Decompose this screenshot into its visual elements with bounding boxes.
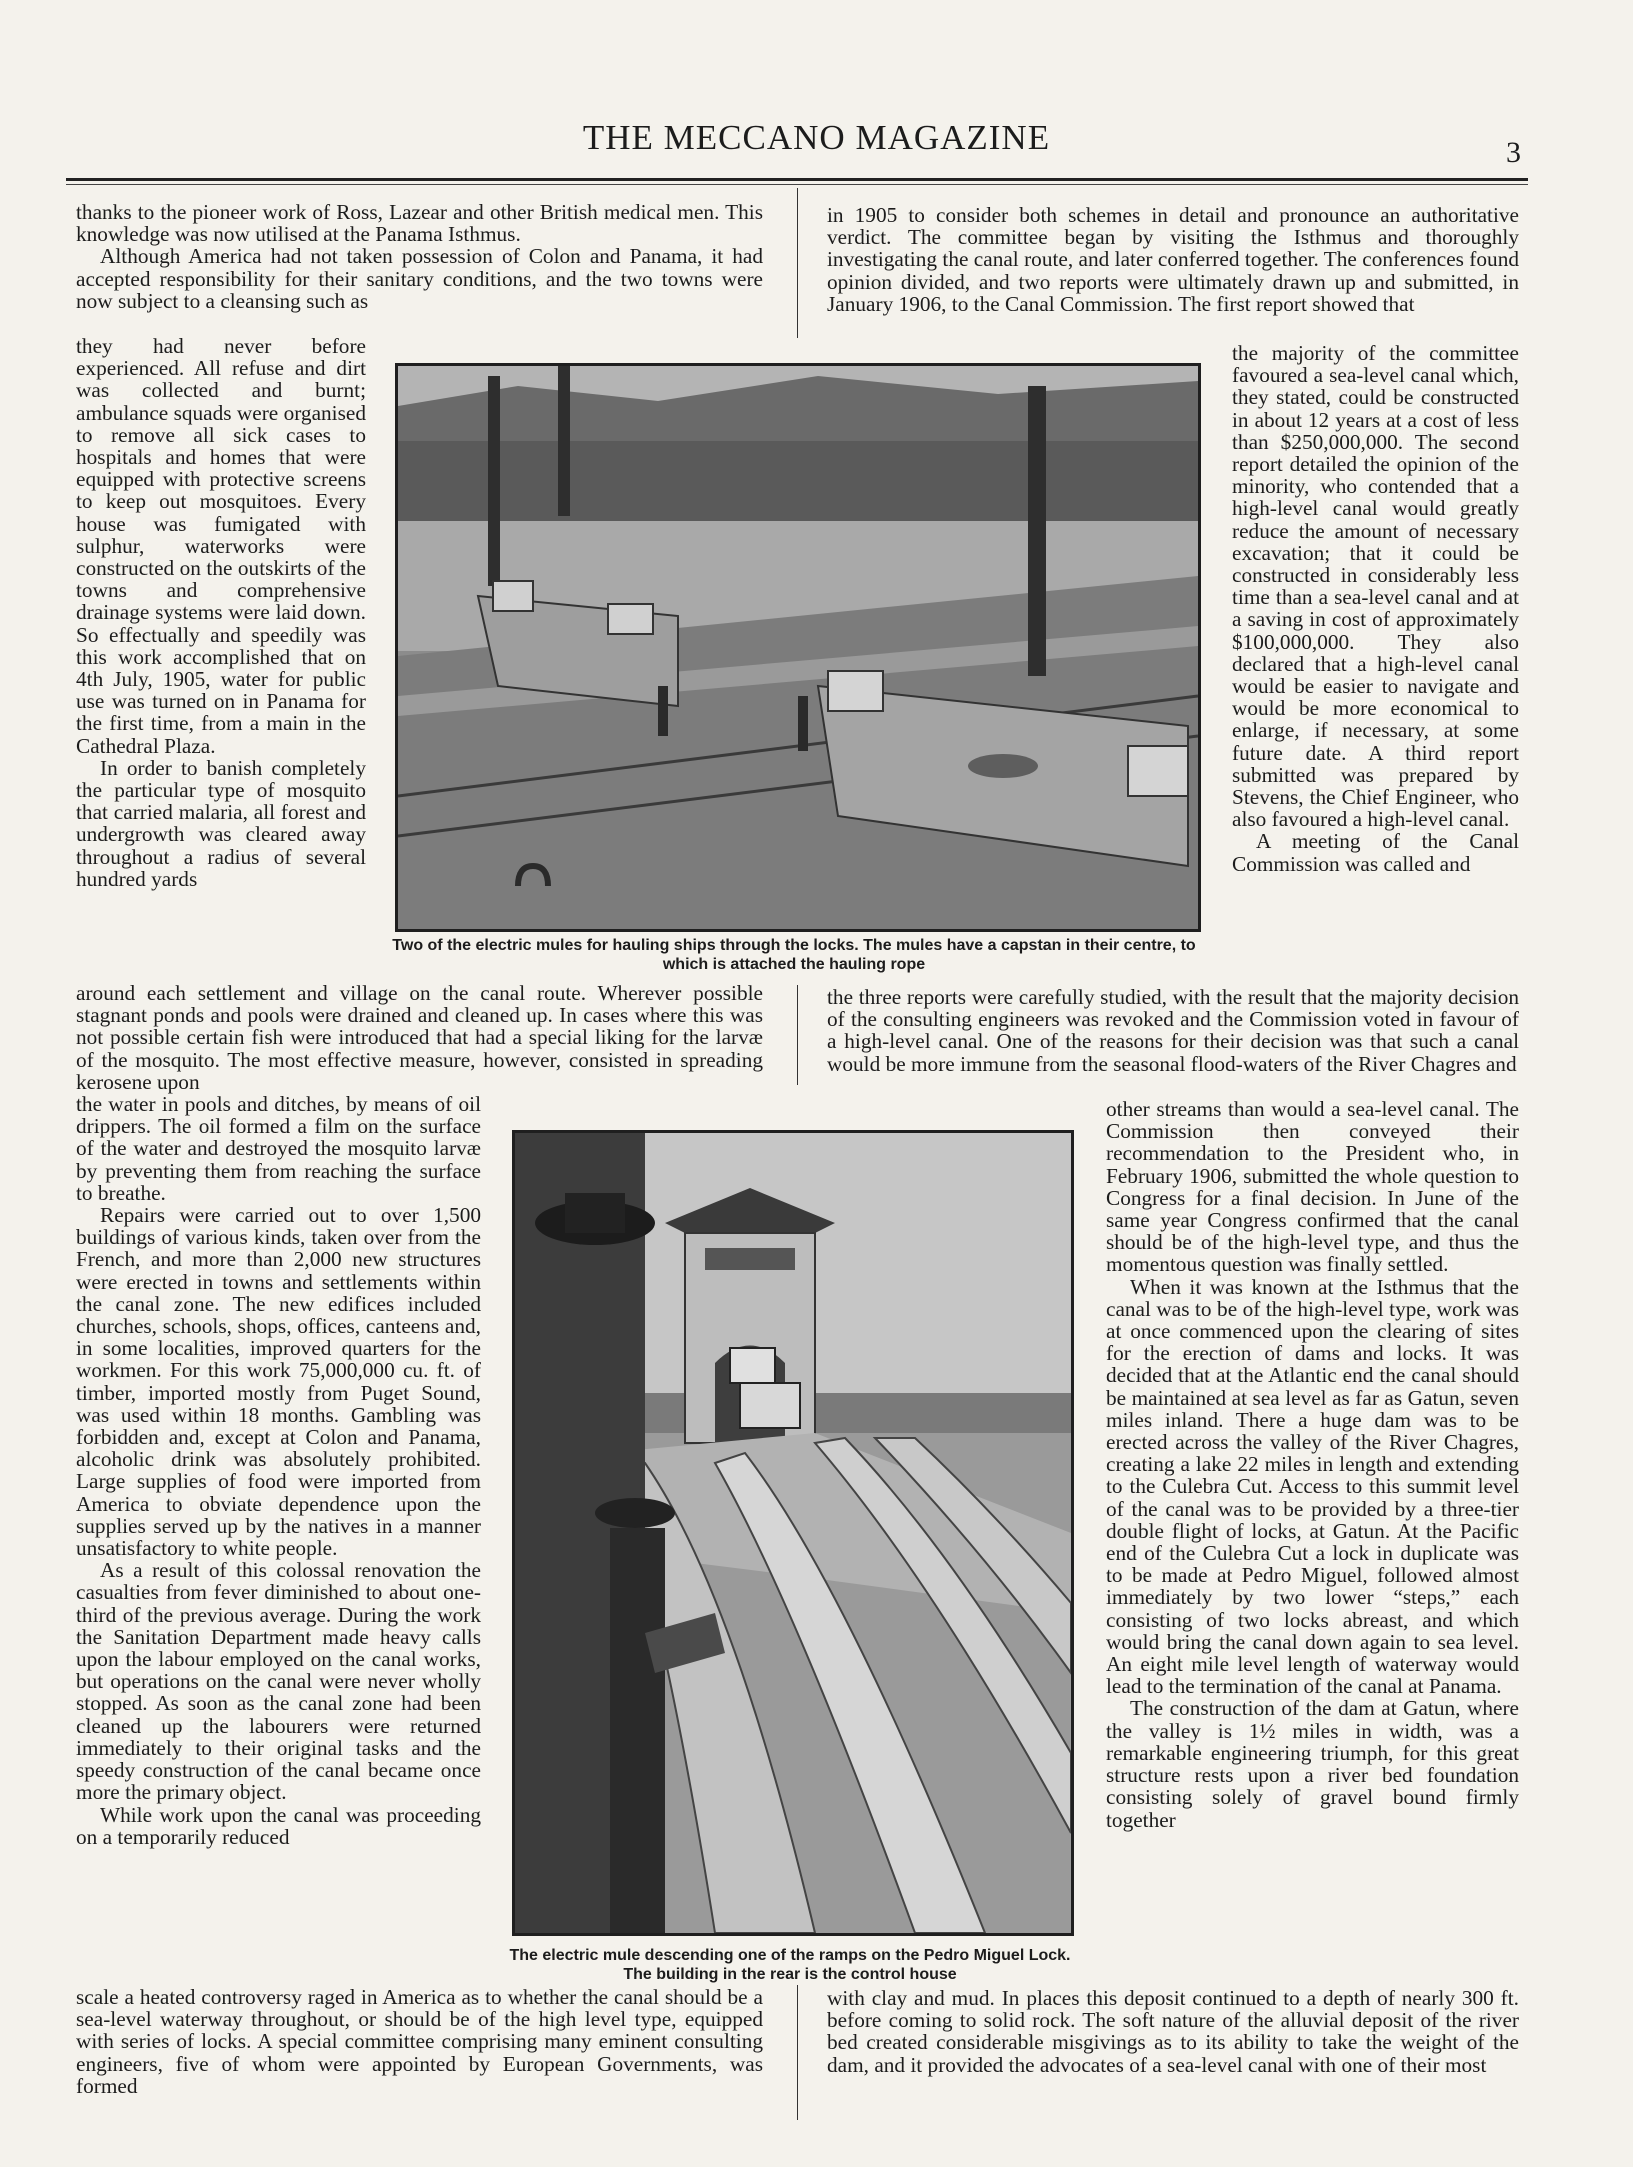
text-block-left-full (76, 982, 763, 1093)
paragraph: they had never before experienced. All refuse and dirt was collected and burnt; ambulance squads were organised to remove all sick cases to hospitals and homes that were equipped with protective screens to keep out mosquitoes. Every house was fumigated with sulphur, waterworks were constructed on the outskirts of the towns and comprehensive drainage systems were laid down. So effectually and speedily was this work accomplished that on 4th July, 1905, water for public use was turned on in Panama for the first time, from a main in the Cathedral Plaza. (76, 334, 366, 758)
paragraph: Repairs were carried out to over 1,500 buildings of various kinds, taken over from the French, and more than 2,000 new structures were erected in towns and settlements within the canal zone. The new edifices included churches, schools, shops, offices, canteens and, in some localities, improved quarters for the workmen. For this work 75,000,000 cu. ft. of timber, imported mostly from Puget Sound, was used within 18 months. Gambling was forbidden and, except at Colon and Panama, alcoholic drink was absolutely prohibited. Large supplies of food were imported from America to obviate dependence upon the supplies served up by the natives in a manner unsatisfactory to white people. (76, 1203, 481, 1561)
paragraph: the three reports were carefully studied, with the result that the majority decision of the consulting engineers was revoked and the Commission voted in favour of a high-level canal. One of the reasons for their decision was that such a canal would be more immune from the seasonal flood-waters of the River Chagres and (827, 985, 1519, 1076)
page-number: 3 (1506, 136, 1521, 169)
text-block-right-beside-photo (1106, 1098, 1519, 1831)
paragraph: A meeting of the Canal Commission was called and (1232, 829, 1519, 876)
paragraph: in 1905 to consider both schemes in detail and pronounce an authoritative verdict. The committee began by visiting the Isthmus and thoroughly investigating the canal route, and later conferred together. The conferences found opinion divided, and two reports were ultimately drawn up and submitted, in January 1906, to the Canal Commission. The first report showed that (827, 203, 1519, 316)
page-title: THE MECCANO MAGAZINE (582, 118, 1051, 157)
text-block-left-bottom (76, 1986, 763, 2097)
paragraph: other streams than would a sea-level canal. The Commission then conveyed their recommendation to the President who, in February 1906, submitted the whole question to Congress for a final decision. In June of the same year Congress confirmed that the canal should be of the high-level type, and thus the momentous question was finally settled. (1106, 1097, 1519, 1277)
photo-electric-mules (395, 363, 1201, 932)
header-rule-thin (66, 184, 1528, 185)
caption-pedro-miguel-lock: The electric mule descending one of the ramps on the Pedro Miguel Lock. The building in the rear is the control house (509, 1947, 1071, 1983)
text-block-right-top (827, 204, 1519, 315)
paragraph: thanks to the pioneer work of Ross, Lazear and other British medical men. This knowledge was now utilised at the Panama Isthmus. (76, 200, 763, 247)
column-rule-lower (797, 1985, 798, 2120)
column-rule-middle (797, 985, 798, 1085)
paragraph: scale a heated controversy raged in America as to whether the canal should be a sea-level waterway throughout, or should be of the high level type, equipped with series of locks. A special committee comprising many eminent consulting engineers, five of whom were appointed by European Governments, was formed (76, 1985, 763, 2098)
text-block-left-narrow (76, 335, 366, 890)
paragraph: Although America had not taken possession of Colon and Panama, it had accepted responsibility for their sanitary conditions, and the two towns were now subject to a cleansing such as (76, 244, 763, 313)
paragraph: the water in pools and ditches, by means of oil drippers. The oil formed a film on the surface of the water and destroyed the mosquito larvæ by preventing them from reaching the surface to breathe. (76, 1092, 481, 1205)
text-block-right-bottom (827, 1987, 1519, 2076)
paragraph: The construction of the dam at Gatun, where the valley is 1½ miles in width, was a remarkable engineering triumph, for this great structure rests upon a river bed foundation consisting solely of gravel bound firmly together (1106, 1696, 1519, 1832)
paragraph: around each settlement and village on the canal route. Wherever possible stagnant ponds and pools were drained and cleaned up. In cases where this was not possible certain fish were introduced that had a special liking for the larvæ of the mosquito. The most effective measure, however, consisted in spreading kerosene upon (76, 981, 763, 1094)
photo-pedro-miguel-lock (512, 1130, 1074, 1936)
text-block-right-full (827, 986, 1519, 1075)
paragraph: In order to banish completely the particular type of mosquito that carried malaria, all forest and undergrowth was cleared away throughout a radius of several hundred yards (76, 755, 366, 891)
caption-electric-mules: Two of the electric mules for hauling ships through the locks. The mules have a capstan in their centre, to which is attached the hauling rope (392, 937, 1196, 973)
header-rule (66, 178, 1528, 181)
text-block-left-beside-photo (76, 1093, 481, 1848)
text-block-right-narrow (1232, 342, 1519, 875)
column-rule-upper (797, 188, 798, 338)
text-block-left-top (76, 201, 763, 312)
paragraph: with clay and mud. In places this deposit continued to a depth of nearly 300 ft. before coming to solid rock. The soft nature of the alluvial deposit of the river bed created considerable misgivings as to its ability to take the weight of the dam, and it provided the advocates of a sea-level canal with one of their most (827, 1986, 1519, 2077)
photo-pedro-miguel-lock-image (515, 1133, 1071, 1933)
paragraph: While work upon the canal was proceeding on a temporarily reduced (76, 1802, 481, 1849)
paragraph: When it was known at the Isthmus that the canal was to be of the high-level type, work was at once commenced upon the clearing of sites for the erection of dams and locks. It was decided that at the Atlantic end the canal should be maintained at sea level as far as Gatun, seven miles inland. There a huge dam was to be erected across the valley of the River Chagres, creating a lake 22 miles in length and extending to the Culebra Cut. Access to this summit level of the canal was to be provided by a three-tier double flight of locks, at Gatun. At the Pacific end of the Culebra Cut a lock in duplicate was to be made at Pedro Miguel, followed almost immediately by two lower “steps,” each consisting of two locks abreast, and which would bring the canal down again to sea level. An eight mile level length of waterway would lead to the termination of the canal at Panama. (1106, 1274, 1519, 1699)
paragraph: the majority of the committee favoured a sea-level canal which, they stated, could be constructed in about 12 years at a cost of less than $250,000,000. The second report detailed the opinion of the minority, who contended that a high-level canal would greatly reduce the amount of necessary excavation; that it could be constructed in considerably less time than a sea-level canal and at a saving in cost of approximately $100,000,000. They also declared that a high-level canal would be easier to navigate and would be more economical to enlarge, if necessary, at some future date. A third report submitted was prepared by Stevens, the Chief Engineer, who also favoured a high-level canal. (1232, 341, 1519, 832)
paragraph: As a result of this colossal renovation the casualties from fever diminished to about one-third of the previous average. During the work the Sanitation Department made heavy calls upon the labour employed on the canal works, but operations on the canal were never wholly stopped. As soon as the canal zone had been cleaned up the labourers were returned immediately to their original tasks and the speedy construction of the canal became once more the primary object. (76, 1558, 481, 1805)
photo-electric-mules-image (398, 366, 1198, 929)
